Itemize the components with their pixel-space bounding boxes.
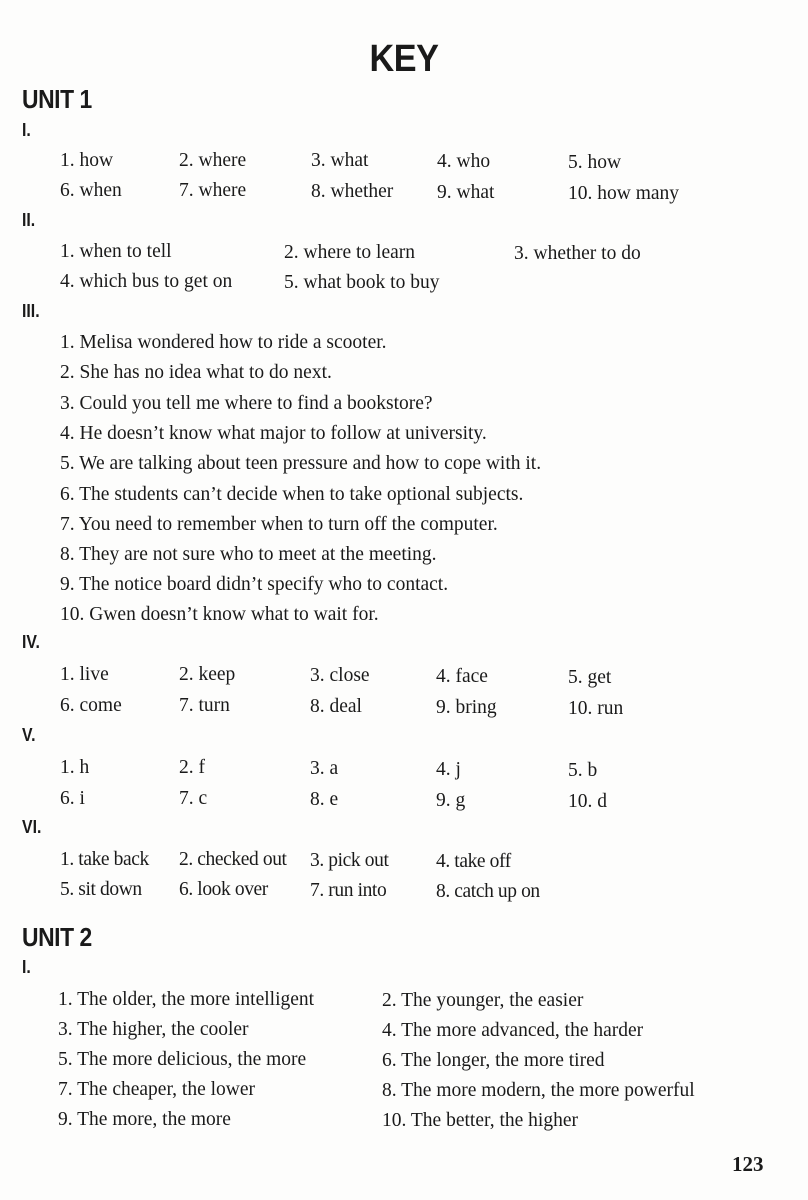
answer-item: 4. The more advanced, the harder [382,1020,644,1041]
answer-item: 6. when [60,180,122,201]
answer-item: 7. c [179,788,208,809]
answer-item: 9. g [436,790,466,811]
answer-item: 1. h [60,757,90,778]
page-number: 123 [732,1152,764,1176]
unit-1-section-vi-label: VI. [22,817,42,837]
answer-item: 6. i [60,788,85,809]
unit-1-section-ii-label: II. [22,210,36,230]
answer-item: 3. what [311,150,369,171]
answer-item: 10. Gwen doesn’t know what to wait for. [60,604,379,625]
answer-item: 4. j [436,759,461,780]
answer-item: 3. pick out [310,850,389,871]
answer-item: 10. The better, the higher [382,1110,578,1131]
answer-item: 2. where [179,150,247,171]
answer-item: 9. bring [436,697,497,718]
answer-item: 3. a [310,758,339,779]
answer-item: 1. take back [60,849,149,870]
answer-item: 3. whether to do [514,243,641,264]
answer-item: 9. The notice board didn’t specify who to contact. [60,574,449,595]
answer-item: 2. checked out [179,849,287,870]
answer-item: 10. run [568,698,624,719]
answer-item: 1. Melisa wondered how to ride a scooter. [60,332,387,353]
answer-item: 2. keep [179,664,236,685]
unit-1-section-iv-label: IV. [22,632,40,652]
answer-item: 1. how [60,150,114,171]
answer-item: 10. how many [568,183,680,204]
answer-item: 4. which bus to get on [60,271,233,292]
answer-item: 6. The longer, the more tired [382,1050,605,1071]
answer-item: 9. The more, the more [58,1109,231,1130]
page-title: KEY [369,38,439,80]
unit-1-section-i-label: I. [22,120,31,140]
answer-item: 8. catch up on [436,881,540,902]
answer-item: 8. whether [311,181,394,202]
answer-item: 7. The cheaper, the lower [58,1079,256,1100]
answer-item: 3. close [310,665,370,686]
answer-item: 10. d [568,791,607,812]
answer-item: 4. take off [436,851,511,872]
answer-item: 7. You need to remember when to turn off the computer. [60,514,498,535]
answer-item: 5. get [568,667,612,688]
answer-item: 4. face [436,666,488,687]
unit-2-section-i-label: I. [22,957,31,977]
answer-item: 8. The more modern, the more powerful [382,1080,695,1101]
unit-1-section-v-label: V. [22,725,36,745]
answer-item: 3. Could you tell me where to find a bookstore? [60,393,433,414]
answer-item: 2. where to learn [284,242,416,263]
answer-item: 4. He doesn’t know what major to follow at university. [60,423,487,444]
answer-item: 2. f [179,757,205,778]
answer-item: 6. come [60,695,122,716]
answer-item: 4. who [437,151,491,172]
answer-item: 8. deal [310,696,362,717]
answer-item: 2. She has no idea what to do next. [60,362,332,383]
answer-item: 9. what [437,182,495,203]
answer-item: 3. The higher, the cooler [58,1019,249,1040]
answer-item: 1. when to tell [60,241,172,262]
answer-item: 5. what book to buy [284,272,440,293]
answer-item: 6. The students can’t decide when to take optional subjects. [60,484,524,505]
answer-item: 7. turn [179,695,230,716]
answer-item: 1. live [60,664,109,685]
answer-item: 5. We are talking about teen pressure and how to cope with it. [60,453,542,474]
answer-item: 5. sit down [60,879,142,900]
answer-item: 8. They are not sure who to meet at the meeting. [60,544,437,565]
answer-item: 8. e [310,789,339,810]
unit-1-section-iii-label: III. [22,301,40,321]
answer-item: 7. where [179,180,247,201]
answer-item: 6. look over [179,879,268,900]
answer-item: 2. The younger, the easier [382,990,584,1011]
answer-item: 1. The older, the more intelligent [58,989,315,1010]
answer-item: 5. how [568,152,622,173]
answer-item: 5. b [568,760,598,781]
answer-item: 7. run into [310,880,387,901]
unit-2-heading: UNIT 2 [22,922,92,952]
answer-item: 5. The more delicious, the more [58,1049,307,1070]
unit-1-heading: UNIT 1 [22,84,92,114]
